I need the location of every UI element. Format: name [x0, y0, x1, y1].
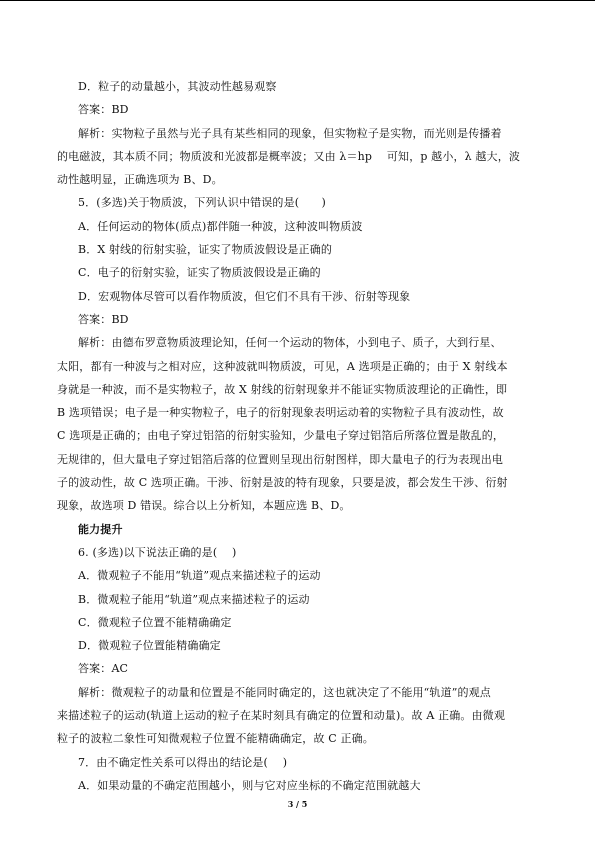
text-line: 子的波动性，故 C 选项正确。干涉、衍射是波的特有现象，只要是波，都会发生干涉、衍射	[57, 476, 508, 490]
text-line: D．粒子的动量越小，其波动性越易观察	[78, 80, 277, 93]
text-line: C．电子的衍射实验，证实了物质波假设是正确的	[78, 266, 321, 280]
text-line: 来描述粒子的运动(轨道上运动的粒子在某时刻具有确定的位置和动量)。故 A 正确。由微观	[57, 709, 505, 723]
page-number: 3 / 5	[287, 799, 308, 809]
text-line: 答案：BD	[78, 103, 129, 117]
text-line: B．微观粒子能用“轨道”观点来描述粒子的运动	[78, 592, 310, 606]
text-line: 解析：微观粒子的动量和位置是不能同时确定的，这也就决定了不能用“轨道”的观点	[78, 685, 491, 699]
text-line: 粒子的波粒二象性可知微观粒子位置不能精确确定，故 C 正确。	[57, 732, 374, 746]
text-line: 身就是一种波，而不是实物粒子，故 X 射线的衍射现象并不能证实物质波理论的正确性，即	[57, 382, 508, 396]
text-line: 6. (多选)以下说法正确的是( )	[78, 545, 237, 559]
text-line: C．微观粒子位置不能精确确定	[78, 615, 232, 629]
section-heading: 能力提升	[78, 522, 123, 536]
text-line: A．任何运动的物体(质点)都伴随一种波，这种波叫物质波	[78, 219, 363, 233]
text-line: B．X 射线的衍射实验，证实了物质波假设是正确的	[78, 243, 333, 257]
text-line: 太阳，都有一种波与之相对应，这种波就叫物质波，可见，A 选项是正确的；由于 X 射线本	[57, 359, 508, 373]
text-line: 的电磁波，其本质不同；物质波和光波都是概率波；又由 λ＝hp 可知，p 越小，λ 越大，波	[57, 149, 520, 163]
text-line: A．如果动量的不确定范围越小，则与它对应坐标的不确定范围就越大	[78, 778, 421, 792]
text-line: B 选项错误；电子是一种实物粒子，电子的衍射现象表明运动着的实物粒子具有波动性，故	[57, 406, 504, 420]
text-line: 动性越明显，正确选项为 B、D。	[57, 173, 223, 187]
text-line: 答案：AC	[78, 662, 129, 676]
text-line: 7．由不确定性关系可以得出的结论是( )	[78, 755, 288, 769]
text-line: D．微观粒子位置能精确确定	[78, 639, 221, 653]
text-line: 5．(多选)关于物质波，下列认识中错误的是( )	[78, 196, 326, 210]
text-line: A．微观粒子不能用“轨道”观点来描述粒子的运动	[78, 569, 321, 583]
text-line: 解析：由德布罗意物质波理论知，任何一个运动的物体，小到电子、质子，大到行星、	[78, 336, 502, 350]
text-line: 答案：BD	[78, 312, 129, 326]
text-line: D．宏观物体尽管可以看作物质波，但它们不具有干涉、衍射等现象	[78, 289, 411, 303]
top-border-line	[0, 0, 595, 1]
text-line: C 选项是正确的；由电子穿过铝箔的衍射实验知，少量电子穿过铝箔后所落位置是散乱的，	[57, 429, 505, 443]
document-body	[57, 75, 541, 797]
text-line: 解析：实物粒子虽然与光子具有某些相同的现象，但实物粒子是实物，而光则是传播着	[78, 126, 502, 140]
text-line: 无规律的，但大量电子穿过铝箔后落的位置则呈现出衍射图样，即大量电子的行为表现出电	[57, 452, 503, 466]
text-line: 现象，故选项 D 错误。综合以上分析知，本题应选 B、D。	[57, 499, 351, 513]
